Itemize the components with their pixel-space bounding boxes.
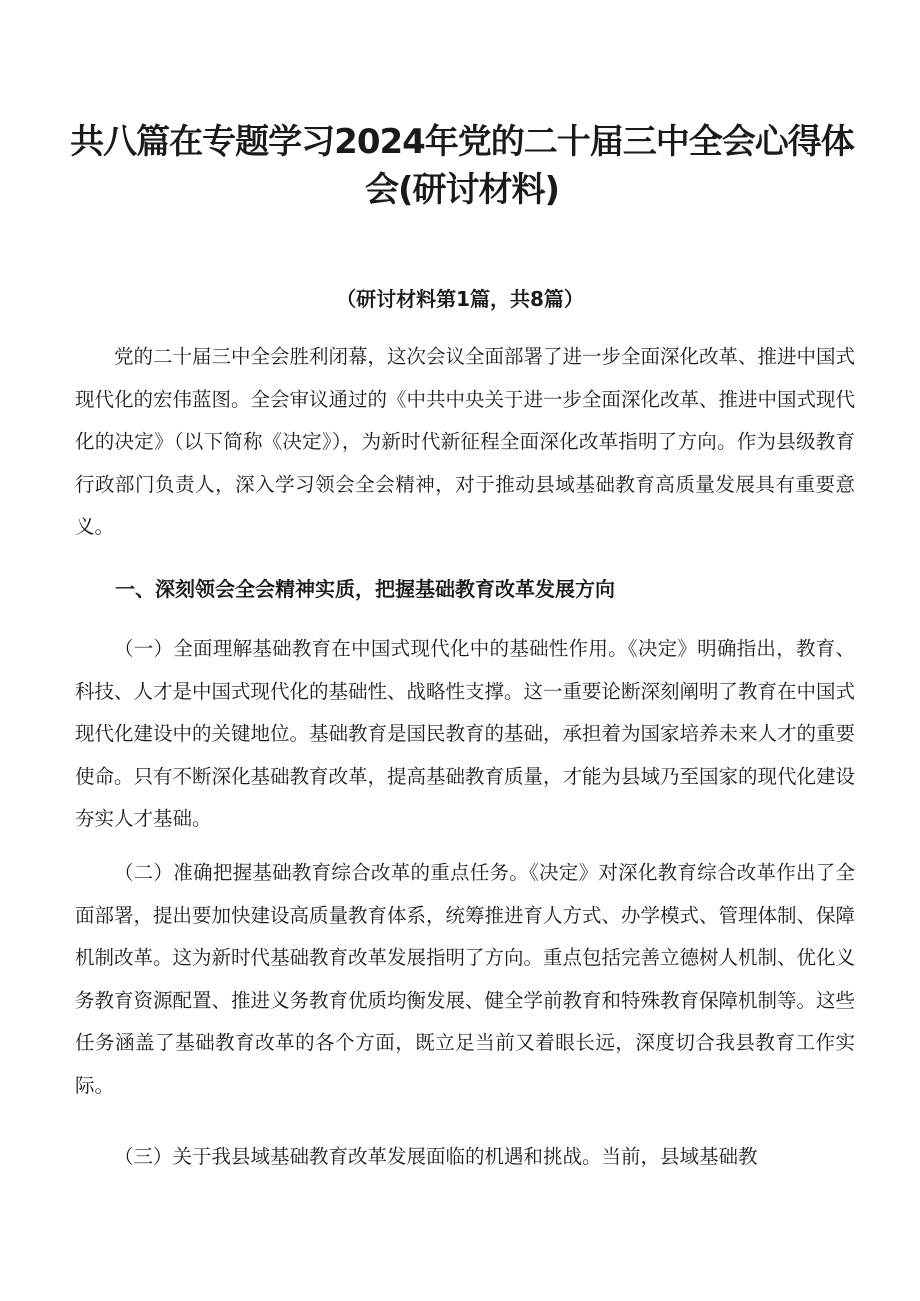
document-subtitle: （研讨材料第1篇，共8篇） (336, 287, 584, 311)
section-paragraph-1: （一）全面理解基础教育在中国式现代化中的基础性作用。《决定》明确指出，教育、科技、人才是中国式现代化的基础性、战略性支撑。这一重要论断深刻阐明了教育在中国式现代化建设中的关键地位。基础教育是国民教育的基础，承担着为国家培养未来人才的重要使命。只有不断深化基础教育改革，提高基础教育质量，才能为县域乃至国家的现代化建设夯实人才基础。 (75, 637, 856, 831)
intro-paragraph: 党的二十届三中全会胜利闭幕，这次会议全面部署了进一步全面深化改革、推进中国式现代化的宏伟蓝图。全会审议通过的《中共中央关于进一步全面深化改革、推进中国式现代化的决定》（以下简称《决定》），为新时代新征程全面深化改革指明了方向。作为县级教育行政部门负责人，深入学习领会全会精神，对于推动县域基础教育高质量发展具有重要意义。 (75, 345, 856, 539)
section-paragraph-3: （三）关于我县域基础教育改革发展面临的机遇和挑战。当前，县域基础教 (114, 1145, 758, 1168)
document-title: 共八篇在专题学习2024年党的二十届三中全会心得体会(研讨材料) (70, 122, 854, 210)
section-paragraph-2: （二）准确把握基础教育综合改革的重点任务。《决定》对深化教育综合改革作出了全面部署，提出要加快建设高质量教育体系，统筹推进育人方式、办学模式、管理体制、保障机制改革。这为新时代基础教育改革发展指明了方向。重点包括完善立德树人机制、优化义务教育资源配置、推进义务教育优质均衡发展、健全学前教育和特殊教育保障机制等。这些任务涵盖了基础教育改革的各个方面，既立足当前又着眼长远，深度切合我县教育工作实际。 (75, 861, 856, 1097)
section-heading: 一、深刻领会全会精神实质，把握基础教育改革发展方向 (115, 577, 615, 601)
